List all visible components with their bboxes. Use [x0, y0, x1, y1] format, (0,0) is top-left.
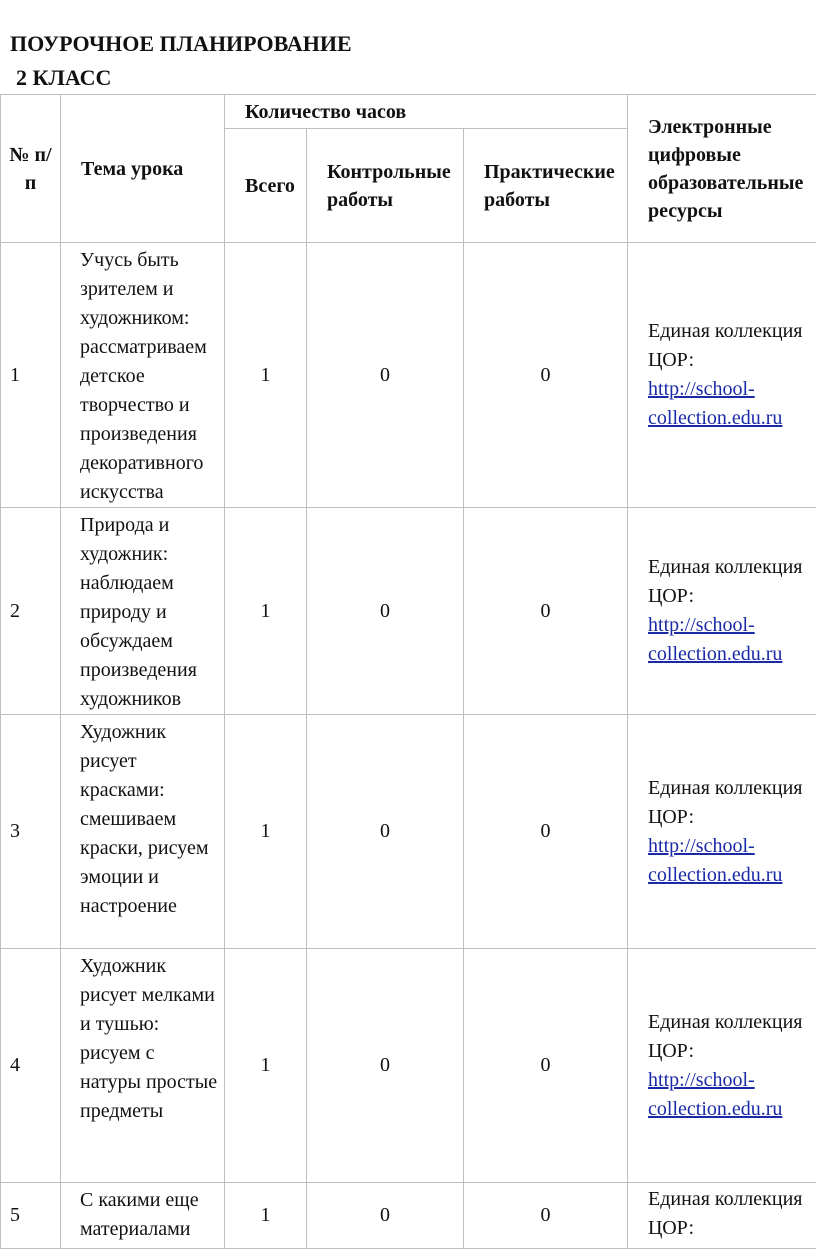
row-topic: Художник рисует мелками и тушью: рисуем с натуры простые предметы [61, 949, 225, 1183]
header-control: Контрольные работы [307, 129, 464, 243]
resource-link[interactable]: http://school-collection.edu.ru [648, 835, 782, 886]
row-practical: 0 [464, 949, 628, 1183]
row-number: 2 [1, 508, 61, 715]
header-topic: Тема урока [61, 95, 225, 243]
row-topic: С какими еще материалами [61, 1183, 225, 1249]
row-resource [628, 508, 816, 715]
lesson-plan-table [0, 94, 816, 1249]
resource-label: Единая коллекция ЦОР: [648, 1188, 802, 1239]
resource-label: Единая коллекция ЦОР: [648, 1011, 802, 1062]
row-number: 3 [1, 715, 61, 949]
row-control: 0 [307, 243, 464, 508]
table-row [1, 243, 816, 508]
row-resource [628, 715, 816, 949]
page-title: ПОУРОЧНОЕ ПЛАНИРОВАНИЕ [10, 31, 352, 57]
row-number: 5 [1, 1183, 61, 1249]
row-control: 0 [307, 1183, 464, 1249]
row-total: 1 [225, 508, 307, 715]
row-practical: 0 [464, 243, 628, 508]
resource-link[interactable]: http://school-collection.edu.ru [648, 1069, 782, 1120]
row-control: 0 [307, 508, 464, 715]
header-practical: Практические работы [464, 129, 628, 243]
table-header-row [1, 95, 816, 129]
resource-label: Единая коллекция ЦОР: [648, 556, 802, 607]
page-subtitle: 2 КЛАСС [16, 65, 111, 91]
table-row [1, 1183, 816, 1249]
row-practical: 0 [464, 508, 628, 715]
row-number: 4 [1, 949, 61, 1183]
row-total: 1 [225, 715, 307, 949]
resource-label: Единая коллекция ЦОР: [648, 777, 802, 828]
header-number: № п/п [1, 95, 61, 243]
resource-label: Единая коллекция ЦОР: [648, 320, 802, 371]
row-resource [628, 243, 816, 508]
table-row [1, 715, 816, 949]
row-practical: 0 [464, 1183, 628, 1249]
table-row [1, 508, 816, 715]
resource-link[interactable]: http://school-collection.edu.ru [648, 378, 782, 429]
row-total: 1 [225, 949, 307, 1183]
header-resources: Электронные цифровые образовательные ресурсы [628, 95, 816, 243]
row-resource [628, 1183, 816, 1249]
row-control: 0 [307, 715, 464, 949]
row-control: 0 [307, 949, 464, 1183]
header-total: Всего [225, 129, 307, 243]
row-resource [628, 949, 816, 1183]
row-topic: Природа и художник: наблюдаем природу и обсуждаем произведения художников [61, 508, 225, 715]
row-total: 1 [225, 1183, 307, 1249]
table-row [1, 949, 816, 1183]
row-number: 1 [1, 243, 61, 508]
resource-link[interactable]: http://school-collection.edu.ru [648, 614, 782, 665]
row-topic: Учусь быть зрителем и художником: рассматриваем детское творчество и произведения декоративного искусства [61, 243, 225, 508]
row-topic: Художник рисует красками: смешиваем краски, рисуем эмоции и настроение [61, 715, 225, 949]
row-total: 1 [225, 243, 307, 508]
header-hours: Количество часов [225, 95, 628, 129]
row-practical: 0 [464, 715, 628, 949]
